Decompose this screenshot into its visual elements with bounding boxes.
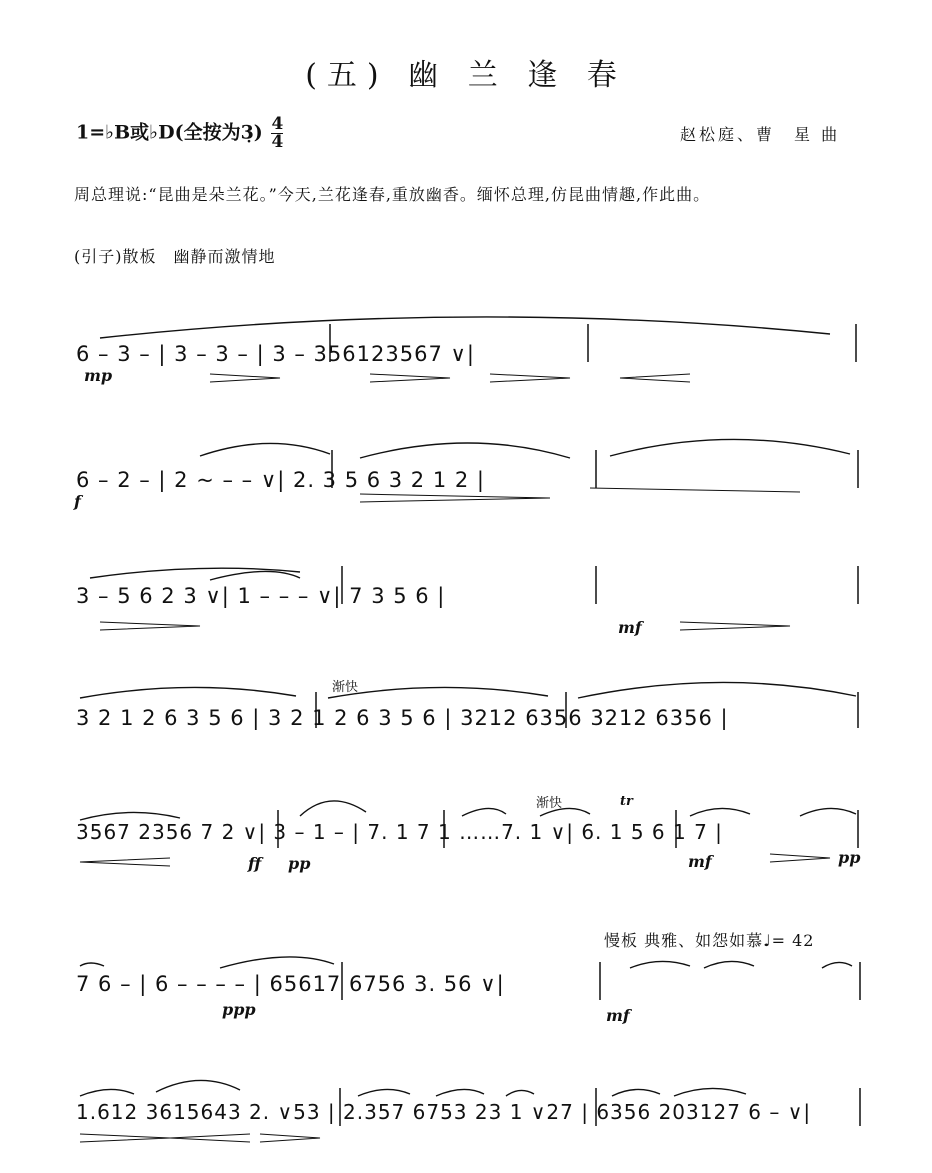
dynamic-mark: f bbox=[74, 492, 81, 511]
time-signature-top: 4 bbox=[271, 114, 284, 134]
system-7-notes: 1.612 3615643 2. ∨53 | 2.357 6753 23 1 ∨27 | 6356 203127 6 – ∨| bbox=[76, 1100, 812, 1124]
tempo-word: 渐快 bbox=[332, 680, 359, 695]
time-signature bbox=[271, 116, 283, 151]
system-1-notes: 6 – 3 – | 3 – 3 – | 3 – 356123567 ∨| bbox=[76, 342, 475, 366]
score-system-4 bbox=[70, 676, 870, 756]
score-system-2 bbox=[70, 444, 870, 524]
time-signature-bottom: 4 bbox=[271, 132, 284, 152]
score-system-7 bbox=[70, 1076, 870, 1156]
composer-credit: 赵松庭、曹 星 曲 bbox=[680, 125, 841, 144]
system-5-notes: 3567 2356 7 2 ∨| 3 – 1 – | 7. 1 7 1 ……7. 1 ∨| 6. 1 5 6 1 7 | bbox=[76, 820, 723, 844]
system-4-notes: 3 2 1 2 6 3 5 6 | 3 2 1 2 6 3 5 6 | 3212 6356 3212 6356 | bbox=[76, 706, 729, 730]
system-2-notes: 6 – 2 – | 2 ~ – – ∨| 2. 3 5 6 3 2 1 2 | bbox=[76, 468, 485, 492]
dynamic-mark: mp bbox=[84, 366, 113, 385]
score-system-6 bbox=[70, 948, 870, 1028]
score-system-5 bbox=[70, 792, 870, 872]
trill-mark: tr bbox=[620, 794, 633, 809]
dynamic-mark: pp bbox=[288, 854, 311, 873]
key-signature-text: 1=♭B或♭D(全按为3̣) bbox=[76, 121, 263, 144]
dynamic-mark: mf bbox=[618, 618, 642, 637]
dynamic-mark: ff bbox=[248, 854, 262, 873]
page-title: (五) 幽 兰 逢 春 bbox=[305, 58, 627, 93]
dynamic-mark: mf bbox=[606, 1006, 630, 1025]
tempo-marking: 慢板 典雅、如怨如慕♩= 42 bbox=[604, 931, 815, 950]
system-6-notes: 7 6 – | 6 – – – – | 65617 6756 3. 56 ∨| bbox=[76, 972, 505, 996]
dynamic-mark: ppp bbox=[222, 1000, 256, 1019]
tempo-word: 渐快 bbox=[536, 796, 563, 811]
intro-marking: (引子)散板 幽静而激情地 bbox=[74, 247, 276, 266]
key-signature bbox=[76, 116, 283, 151]
preface-text: 周总理说:“昆曲是朵兰花。”今天,兰花逢春,重放幽香。缅怀总理,仿昆曲情趣,作此曲。 bbox=[74, 185, 711, 204]
score-system-3 bbox=[70, 560, 870, 640]
dynamic-mark: mf bbox=[688, 852, 712, 871]
system-3-notes: 3 – 5 6 2 3 ∨| 1 – – – ∨| 7 3 5 6 | bbox=[76, 584, 446, 608]
score-system-1 bbox=[70, 318, 870, 398]
dynamic-mark: pp bbox=[838, 848, 861, 867]
